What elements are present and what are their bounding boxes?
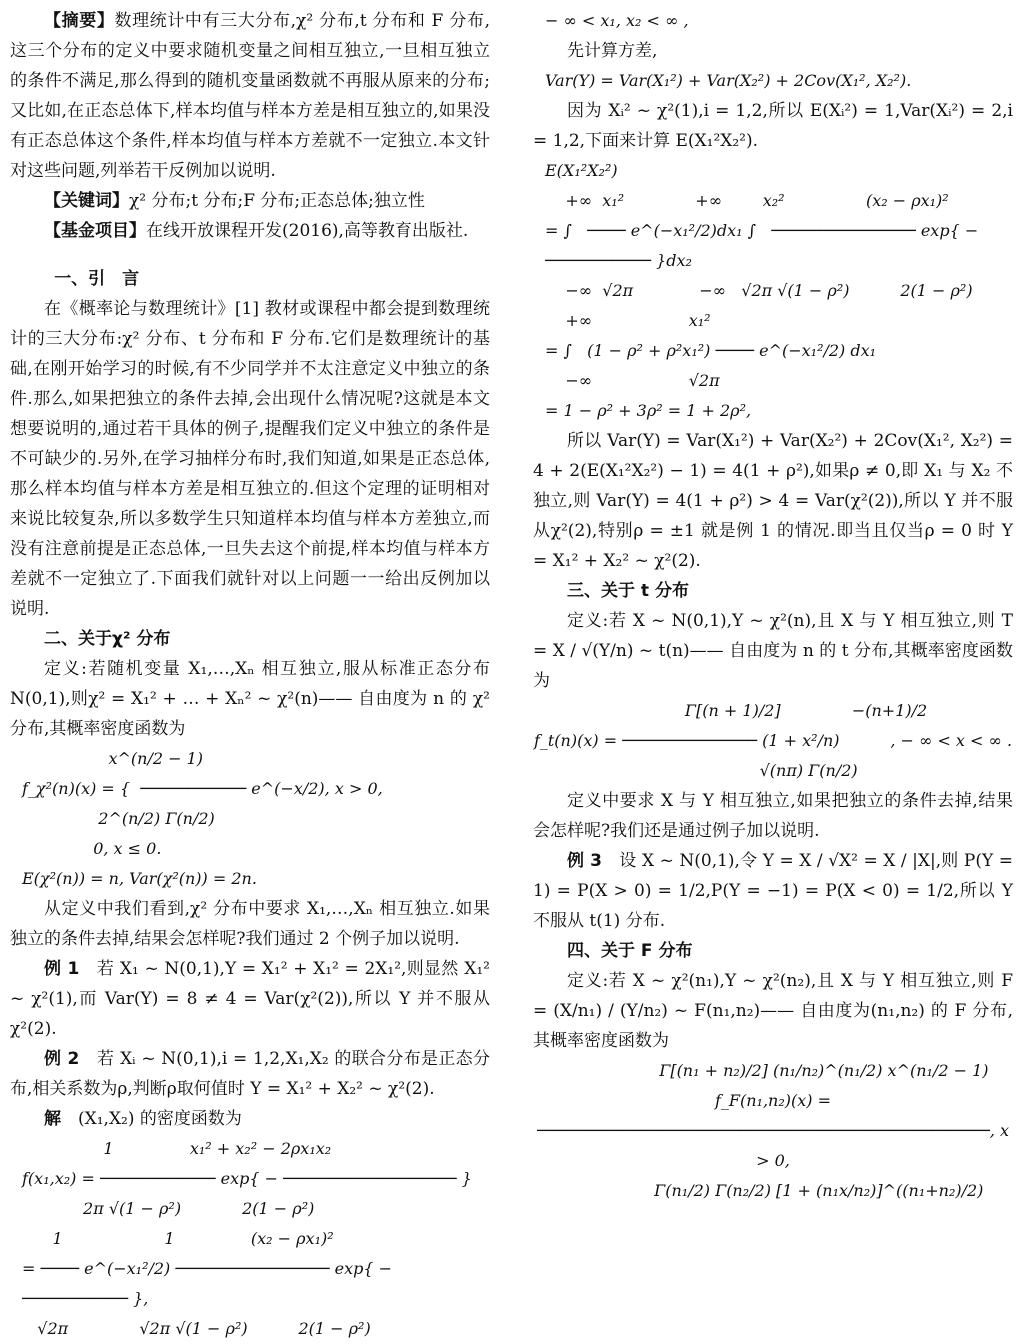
paragraph <box>533 96 1013 156</box>
paragraph-label: 【基金项目】 <box>44 221 146 241</box>
formula: E(X₁²X₂²) <box>545 161 618 180</box>
formula: √(nπ) Γ(n/2) <box>688 761 858 780</box>
paragraph-text: 设 X ~ N(0,1),令 Y = X / √X² = X / |X|,则 P(Y = 1) = P(X > 0) = 1/2,P(Y = −1) = P(X < 0) = 1/2,所以 Y 不服从 t(1) 分布. <box>533 851 1013 931</box>
paragraph <box>533 36 1013 66</box>
formula: x^(n/2 − 1) f_χ²(n)(x) = { ─────────── e^(−x/2), x > 0, 2^(n/2) Γ(n/2) 0, x ≤ 0. <box>22 749 383 858</box>
paragraph-text: χ² 分布;t 分布;F 分布;正态总体;独立性 <box>129 191 425 211</box>
paragraph-text: 在线开放课程开发(2016),高等教育出版社. <box>146 221 469 241</box>
paragraph-text: 因为 Xᵢ² ~ χ²(1),i = 1,2,所以 E(Xᵢ²) = 1,Var(Xᵢ²) = 2,i = 1,2,下面来计算 E(X₁²X₂²). <box>533 101 1013 151</box>
paragraph-label: 解 <box>44 1109 61 1129</box>
right-column <box>533 6 1013 1206</box>
paragraph <box>10 954 490 1044</box>
formula: +∞ x₁² = ∫ (1 − ρ² + ρ²x₁²) ──── e^(−x₁²/2) dx₁ −∞ √2π <box>545 311 877 390</box>
formula: Γ[(n₁ + n₂)/2] (n₁/n₂)^(n₁/2) x^(n₁/2 − 1) f_F(n₁,n₂)(x) = ───────────────────────────────────────────────, x > 0, Γ(n₁/2) Γ(n₂/2) [1 + (n₁x/n₂)]^((n₁+n₂)/2) <box>537 1061 1009 1200</box>
formula: = 1 − ρ² + 3ρ² = 1 + 2ρ², <box>545 401 752 420</box>
paragraph <box>533 966 1013 1056</box>
paragraph <box>10 654 490 744</box>
paragraph <box>533 786 1013 846</box>
paragraph-text: 所以 Var(Y) = Var(X₁²) + Var(X₂²) + 2Cov(X₁², X₂²) = 4 + 2(E(X₁²X₂²) − 1) = 4(1 + ρ²),如果ρ ≠ 0,即 X₁ 与 X₂ 不独立,则 Var(Y) = 4(1 + ρ²) > 4 = Var(χ²(2)),所以 Y 并不服从χ²(2),特别ρ = ±1 就是例 1 的情况.即当且仅当ρ = 0 时 Y = X₁² + X₂² ~ χ²(2). <box>533 431 1013 571</box>
paragraph-text: 在《概率论与数理统计》[1] 教材或课程中都会提到数理统计的三大分布:χ² 分布、t 分布和 F 分布.它们是数理统计的基础,在刚开始学习的时候,有不少同学并不太注意定义中独立的条件.那么,如果把独立的条件去掉,会出现什么情况呢?这就是本文想要说明的,通过若干具体的例子,提醒我们定义中独立的条件是不可缺少的.另外,在学习抽样分布时,我们知道,如果是正态总体,那么样本均值与样本方差是相互独立的.但这个定理的证明相对来说比较复杂,所以多数学生只知道样本均值与样本方差独立,而没有注意前提是正态总体,一旦失去这个前提,样本均值与样本方差就不一定独立了.下面我们就针对以上问题一一给出反例加以说明. <box>10 299 490 619</box>
paragraph-text: 定义中要求 X 与 Y 相互独立,如果把独立的条件去掉,结果会怎样呢?我们还是通过例子加以说明. <box>533 791 1013 841</box>
paragraph-label: 例 3 <box>567 851 603 871</box>
paragraph <box>10 6 490 186</box>
paragraph-text: 从定义中我们看到,χ² 分布中要求 X₁,…,Xₙ 相互独立.如果独立的条件去掉,结果会怎样呢?我们通过 2 个例子加以说明. <box>10 899 490 949</box>
formula: +∞ x₁² +∞ x₂² (x₂ − ρx₁)² = ∫ ──── e^(−x₁²/2)dx₁ ∫ ─────────────── exp{ − ─────────── }dx₂ −∞ √2π −∞ √2π √(1 − ρ²) 2(1 − ρ²) <box>545 191 979 300</box>
paragraph <box>533 606 1013 696</box>
paragraph-text: 定义:若随机变量 X₁,…,Xₙ 相互独立,服从标准正态分布 N(0,1),则χ² = X₁² + … + Xₙ² ~ χ²(n)—— 自由度为 n 的 χ² 分布,其概率密度函数为 <box>10 659 490 739</box>
paragraph <box>10 216 490 246</box>
paragraph-text: 先计算方差, <box>567 41 658 61</box>
paragraph <box>10 1044 490 1104</box>
paragraph <box>10 294 490 624</box>
paragraph <box>533 426 1013 576</box>
paragraph <box>10 186 490 216</box>
paragraph-text: 定义:若 X ~ N(0,1),Y ~ χ²(n),且 X 与 Y 相互独立,则 T = X / √(Y/n) ~ t(n)—— 自由度为 n 的 t 分布,其概率密度函数为 <box>533 611 1013 691</box>
formula: Var(Y) = Var(X₁²) + Var(X₂²) + 2Cov(X₁², X₂²). <box>545 71 912 90</box>
section-heading: 一、引 言 <box>54 269 140 289</box>
section-heading: 二、关于χ² 分布 <box>44 629 171 649</box>
paragraph-text: 定义:若 X ~ χ²(n₁),Y ~ χ²(n₂),且 X 与 Y 相互独立,则 F = (X/n₁) / (Y/n₂) ~ F(n₁,n₂)—— 自由度为(n₁,n₂) 的 F 分布,其概率密度函数为 <box>533 971 1013 1051</box>
formula: Γ[(n + 1)/2] −(n+1)/2 f_t(n)(x) = ────────────── (1 + x²/n) , − ∞ < x < ∞ . <box>533 701 1013 750</box>
paragraph-text: 若 X₁ ~ N(0,1),Y = X₁² + X₁² = 2X₁²,则显然 X₁² ~ χ²(1),而 Var(Y) = 8 ≠ 4 = Var(χ²(2)),所以 Y 并不服从χ²(2). <box>10 959 490 1039</box>
formula: 1 x₁² + x₂² − 2ρx₁x₂ f(x₁,x₂) = ──────────── exp{ − ────────────────── } 2π √(1 − ρ²) 2(1 − ρ²) <box>22 1139 472 1218</box>
paragraph <box>10 894 490 954</box>
paragraph-label: 【摘要】 <box>44 11 115 31</box>
formula: − ∞ < x₁, x₂ < ∞ , <box>545 11 689 30</box>
paragraph-label: 例 1 <box>44 959 80 979</box>
section-heading: 四、关于 F 分布 <box>567 941 693 961</box>
paragraph-text: 数理统计中有三大分布,χ² 分布,t 分布和 F 分布,这三个分布的定义中要求随机变量之间相互独立,一旦相互独立的条件不满足,那么得到的随机变量函数就不再服从原来的分布;又比如,在正态总体下,样本均值与样本方差是相互独立的,如果没有正态总体这个条件,样本均值与样本方差就不一定独立.本文针对这些问题,列举若干反例加以说明. <box>10 11 490 181</box>
paragraph-text: 若 Xᵢ ~ N(0,1),i = 1,2,X₁,X₂ 的联合分布是正态分布,相关系数为ρ,判断ρ取何值时 Y = X₁² + X₂² ~ χ²(2). <box>10 1049 490 1099</box>
paragraph-text: (X₁,X₂) 的密度函数为 <box>61 1109 242 1129</box>
left-column <box>10 6 490 1344</box>
section-heading: 三、关于 t 分布 <box>567 581 689 601</box>
formula: E(χ²(n)) = n, Var(χ²(n)) = 2n. <box>22 869 257 888</box>
formula: 1 1 (x₂ − ρx₁)² = ──── e^(−x₁²/2) ──────────────── exp{ − ─────────── }, √2π √2π √(1 − ρ²) 2(1 − ρ²) <box>22 1229 392 1338</box>
paragraph <box>10 1104 490 1134</box>
paragraph <box>533 846 1013 936</box>
paragraph-label: 例 2 <box>44 1049 80 1069</box>
paragraph-label: 【关键词】 <box>44 191 129 211</box>
